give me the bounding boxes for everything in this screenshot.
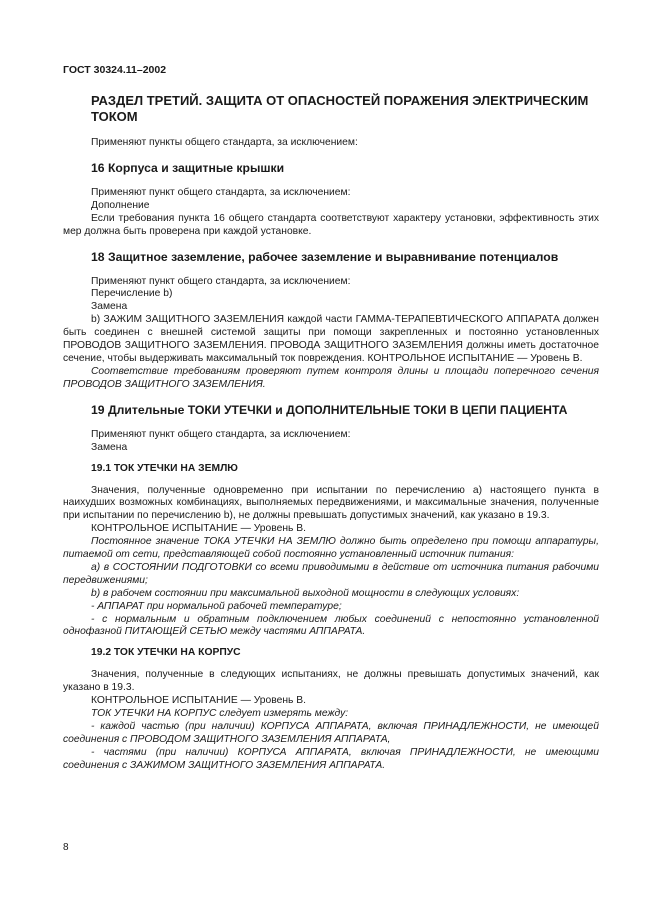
clause-16-p1: Применяют пункт общего стандарта, за исключением: (91, 186, 351, 198)
clause-19-1-p2: КОНТРОЛЬНОЕ ИСПЫТАНИЕ — Уровень В. (91, 523, 306, 535)
standard-number: ГОСТ 30324.11–2002 (63, 64, 167, 76)
clause-18-p4: b) ЗАЖИМ ЗАЩИТНОГО ЗАЗЕМЛЕНИЯ каждой части ГАММА-ТЕРАПЕВТИЧЕСКОГО АППАРАТА должен быть соединен с внешней системой защиты при помощи закрепленных и постоянно установленных ПРОВОДОВ ЗАЩИТНОГО ЗАЗЕМЛЕНИЯ. ПРОВОДА ЗАЩИТНОГО ЗАЗЕМЛЕНИЯ должны иметь достаточное сечение, чтобы выдерживать максимальный ток повреждения. КОНТРОЛЬНОЕ ИСПЫТАНИЕ — Уровень В. (63, 314, 599, 364)
section-title: РАЗДЕЛ ТРЕТИЙ. ЗАЩИТА ОТ ОПАСНОСТЕЙ ПОРАЖЕНИЯ ЭЛЕКТРИЧЕСКИМ ТОКОМ (91, 93, 589, 124)
clause-19-1-p6: - АППАРАТ при нормальной рабочей температуре; (91, 600, 342, 612)
clause-18-p3: Замена (91, 301, 128, 313)
page-number: 8 (63, 842, 69, 853)
clause-19-2-p4: - каждой частью (при наличии) КОРПУСА АППАРАТА, включая ПРИНАДЛЕЖНОСТИ, не имеющей соединения с ПРОВОДОМ ЗАЩИТНОГО ЗАЗЕМЛЕНИЯ АППАРАТА, (63, 721, 599, 745)
clause-19-1-p5: b) в рабочем состоянии при максимальной выходной мощности в следующих условиях: (91, 587, 520, 599)
clause-18-p5: Соответствие требованиям проверяют путем контроля длины и площади поперечного сечения ПРОВОДОВ ЗАЩИТНОГО ЗАЗЕМЛЕНИЯ. (63, 365, 599, 390)
clause-16-p3: Если требования пункта 16 общего стандарта соответствуют характеру установки, эффективность этих мер должна быть проверена при каждой установке. (63, 212, 599, 237)
clause-19-1-p1: Значения, полученные одновременно при испытании по перечислению а) настоящего пункта в наихудших возможных комбинациях, выполняемых передвижениями, и максимальные значения, полученные при испытании по перечислению b), не должны превышать допустимых значений, как указано в 19.3. (63, 484, 599, 522)
clause-16-p2: Дополнение (91, 199, 150, 211)
clause-19-p1: Применяют пункт общего стандарта, за исключением: (91, 428, 351, 440)
clause-19-2-p2: КОНТРОЛЬНОЕ ИСПЫТАНИЕ — Уровень В. (91, 695, 306, 707)
clause-19-p2: Замена (91, 441, 128, 453)
clause-19-title: 19 Длительные ТОКИ УТЕЧКИ и ДОПОЛНИТЕЛЬНЫЕ ТОКИ В ЦЕПИ ПАЦИЕНТА (91, 402, 568, 417)
clause-19-2-p5: - частями (при наличии) КОРПУСА АППАРАТА, включая ПРИНАДЛЕЖНОСТИ, не имеющими соединения с ЗАЖИМОМ ЗАЩИТНОГО ЗАЗЕМЛЕНИЯ АППАРАТА. (63, 746, 599, 771)
clause-16-title: 16 Корпуса и защитные крышки (91, 160, 285, 175)
clause-18-p1: Применяют пункт общего стандарта, за исключением: (91, 275, 351, 287)
clause-19-2-p3: ТОК УТЕЧКИ НА КОРПУС следует измерять между: (91, 708, 349, 720)
clause-19-2-title: 19.2 ТОК УТЕЧКИ НА КОРПУС (91, 647, 241, 659)
clause-19-2-p1: Значения, полученные в следующих испытаниях, не должны превышать допустимых значений, как указано в 19.3. (63, 669, 599, 694)
clause-19-1-p3: Постоянное значение ТОКА УТЕЧКИ НА ЗЕМЛЮ должно быть определено при помощи аппаратуры, питаемой от сети, представляющей собой постоянно установленный источник питания: (63, 536, 599, 561)
clause-19-1-p4: а) в СОСТОЯНИИ ПОДГОТОВКИ со всеми приводимыми в действие от источника питания рабочими передвижениями; (63, 561, 599, 586)
section-intro: Применяют пункты общего стандарта, за исключением: (91, 137, 358, 148)
clause-18-title: 18 Защитное заземление, рабочее заземление и выравнивание потенциалов (91, 249, 559, 264)
clause-19-1-title: 19.1 ТОК УТЕЧКИ НА ЗЕМЛЮ (91, 462, 238, 474)
clause-19-1-p7: - с нормальным и обратным подключением любых соединений с непостоянно установленной однофазной ПИТАЮЩЕЙ СЕТЬЮ между частями АППАРАТА. (63, 613, 599, 638)
clause-18-p2: Перечисление b) (91, 288, 173, 300)
page-content (63, 93, 599, 773)
